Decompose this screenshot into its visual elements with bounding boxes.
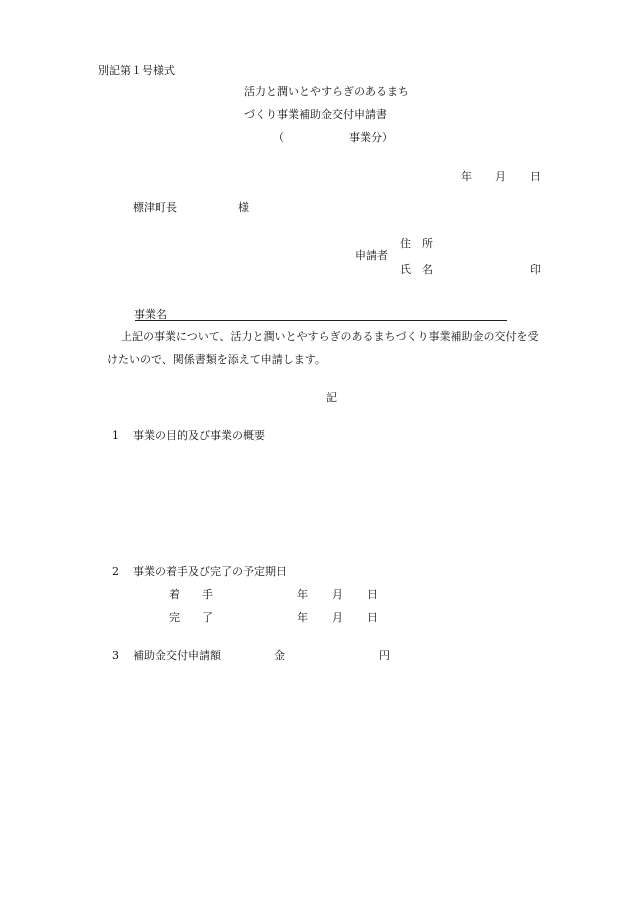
start-day-label: 日 bbox=[367, 588, 378, 601]
project-name-label: 事業名 bbox=[134, 308, 167, 321]
title-paren-open: （ bbox=[273, 131, 284, 144]
date-month-label: 月 bbox=[495, 170, 506, 183]
title-paren-suffix: 事業分） bbox=[349, 131, 393, 144]
seal-mark: 印 bbox=[530, 263, 541, 276]
section-2-number: 2 bbox=[112, 565, 119, 578]
amount-unit: 円 bbox=[379, 649, 390, 662]
record-heading: 記 bbox=[326, 391, 337, 404]
applicant-label: 申請者 bbox=[355, 249, 388, 262]
body-text-line-2: けたいので、関係書類を添えて申請します。 bbox=[107, 353, 326, 366]
date-year-label: 年 bbox=[461, 170, 472, 183]
end-year-label: 年 bbox=[297, 611, 308, 624]
applicant-address-label: 住 所 bbox=[400, 237, 433, 250]
section-2-label: 事業の着手及び完了の予定期日 bbox=[133, 565, 287, 578]
start-month-label: 月 bbox=[332, 588, 343, 601]
title-line-1: 活力と潤いとやすらぎのあるまち bbox=[244, 85, 409, 98]
section-1-label: 事業の目的及び事業の概要 bbox=[133, 429, 265, 442]
date-day-label: 日 bbox=[530, 170, 541, 183]
end-label: 完 了 bbox=[169, 611, 213, 624]
section-3-number: 3 bbox=[112, 649, 119, 662]
start-year-label: 年 bbox=[297, 588, 308, 601]
end-month-label: 月 bbox=[332, 611, 343, 624]
title-line-2: づくり事業補助金交付申請書 bbox=[244, 108, 387, 121]
end-day-label: 日 bbox=[367, 611, 378, 624]
addressee-honorific: 様 bbox=[238, 201, 249, 214]
applicant-name-label: 氏 名 bbox=[400, 263, 433, 276]
start-label: 着 手 bbox=[169, 588, 213, 601]
body-text-line-1: 上記の事業について、活力と潤いとやすらぎのあるまちづくり事業補助金の交付を受 bbox=[121, 330, 539, 343]
addressee-name: 標津町長 bbox=[133, 201, 177, 214]
form-number: 別記第１号様式 bbox=[98, 64, 175, 77]
section-1-number: 1 bbox=[112, 429, 119, 442]
project-name-line bbox=[135, 320, 507, 321]
amount-prefix: 金 bbox=[274, 649, 285, 662]
section-3-label: 補助金交付申請額 bbox=[133, 649, 221, 662]
